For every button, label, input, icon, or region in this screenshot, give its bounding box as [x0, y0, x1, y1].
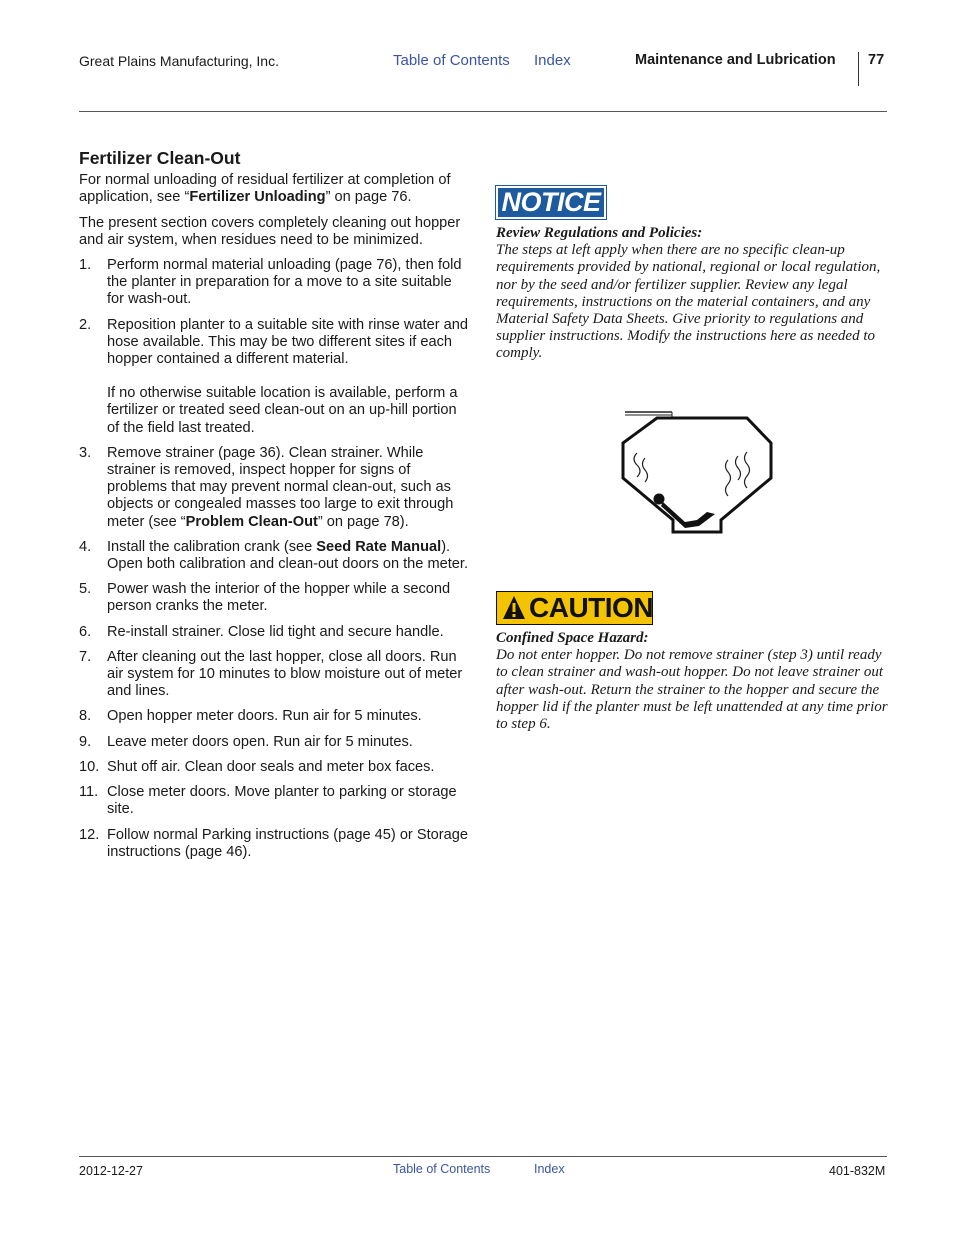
step-item: 9. Leave meter doors open. Run air for 5 minutes. [79, 733, 413, 750]
company-name: Great Plains Manufacturing, Inc. [79, 53, 279, 69]
fertilizer-unloading-ref: Fertilizer Unloading [189, 189, 326, 206]
footer-toc-link[interactable]: Table of Contents [393, 1162, 491, 1176]
step-item: 6. Re-install strainer. Close lid tight and secure handle. [79, 623, 444, 640]
step-item: 3. Remove strainer (page 36). Clean strainer. While strainer is removed, inspect hopper for signs of problems that may prevent normal clean-out, such as objects or congealed masses too large to exit through meter (see “Problem Clean-Out” on page 78). [79, 444, 454, 530]
footer-rule [79, 1156, 887, 1157]
step-item: 1. Perform normal material unloading (page 76), then fold the planter in preparation for a move to a site suitable for wash-out. [79, 257, 462, 308]
header-index-link[interactable]: Index [534, 52, 571, 69]
step-sub-paragraph: If no otherwise suitable location is available, perform a fertilizer or treated seed clean-out on an up-hill portion of the field last treated. [107, 385, 458, 436]
page-number: 77 [868, 52, 885, 68]
step-item: 11. Close meter doors. Move planter to parking or storage site. [79, 784, 457, 818]
caution-word: CAUTION [529, 592, 654, 623]
step-item: 4. Install the calibration crank (see Seed Rate Manual). Open both calibration and clean-out doors on the meter. [79, 538, 469, 573]
section-title: Maintenance and Lubrication [635, 52, 836, 68]
intro-paragraph-1: For normal unloading of residual fertilizer at completion of application, see “Fertilizer Unloading” on page 76. [79, 172, 451, 206]
notice-body: The steps at left apply when there are no specific clean-up requirements provided by national, regional or local regulation, nor by the seed and/or fertilizer supplier. Review any legal requirements, instructions on the material containers, and any Material Safety Data Sheets. Give priority to regulations and supplier instructions. Modify the instructions here as needed to comply. [496, 242, 881, 362]
step-item: 10. Shut off air. Clean door seals and meter box faces. [79, 758, 435, 775]
section-heading: Fertilizer Clean-Out [79, 148, 241, 168]
intro-paragraph-2: The present section covers completely cleaning out hopper and air system, when residues need to be minimized. [79, 214, 461, 248]
notice-text [496, 225, 888, 363]
left-column [79, 150, 471, 869]
problem-cleanout-ref: Problem Clean-Out [185, 513, 318, 530]
page-number-divider [858, 52, 859, 86]
step-list [79, 257, 471, 861]
caution-body: Do not enter hopper. Do not remove strainer (step 3) until ready to clean strainer and wash-out hopper. Do not leave strainer out after wash-out. Return the strainer to the hopper and secure the hopper lid if the planter must be left unattended at any time prior to step 6. [496, 647, 888, 733]
notice-label: NOTICE [496, 186, 606, 219]
notice-title: Review Regulations and Policies: [496, 225, 703, 241]
step-item: 5. Power wash the interior of the hopper while a second person cranks the meter. [79, 581, 451, 615]
confined-space-hopper-illustration [615, 408, 780, 538]
step-item: 2. Reposition planter to a suitable site with rinse water and hose available. This may be two different sites if each hopper contained a different material. If no otherwise suitable location is available, perform a fertilizer or treated seed clean-out on an up-hill portion of the field last treated. [79, 317, 471, 437]
footer-index-link[interactable]: Index [534, 1162, 565, 1176]
hopper-outline [623, 418, 771, 532]
document-number: 401-832M [829, 1164, 886, 1178]
footer-date: 2012-12-27 [79, 1164, 143, 1178]
caution-title: Confined Space Hazard: [496, 630, 649, 646]
caution-text [496, 630, 888, 733]
step-item: 12. Follow normal Parking instructions (page 45) or Storage instructions (page 46). [79, 826, 468, 860]
header-rule [79, 111, 887, 112]
caution-label [496, 591, 653, 625]
step-item: 7. After cleaning out the last hopper, close all doors. Run air system for 10 minutes to blow moisture out of meter and lines. [79, 648, 463, 700]
step-item: 8. Open hopper meter doors. Run air for 5 minutes. [79, 708, 422, 725]
warning-triangle-icon [502, 595, 526, 621]
header-toc-link[interactable]: Table of Contents [393, 52, 510, 69]
seed-rate-manual-ref: Seed Rate Manual [316, 538, 442, 555]
